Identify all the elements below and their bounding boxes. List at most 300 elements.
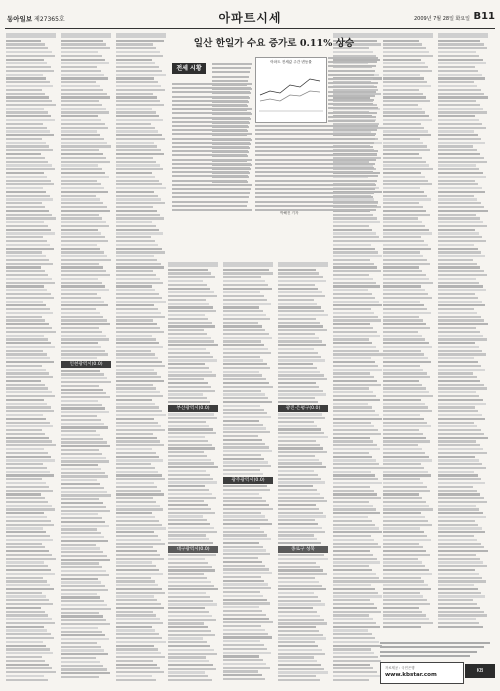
table-row bbox=[278, 440, 316, 442]
table-row bbox=[61, 423, 104, 425]
table-row bbox=[6, 463, 43, 465]
table-row bbox=[116, 452, 156, 454]
table-row bbox=[383, 493, 419, 495]
table-row bbox=[383, 142, 423, 144]
table-row bbox=[333, 274, 369, 276]
table-row bbox=[383, 611, 422, 613]
article-text-line bbox=[255, 171, 373, 173]
table-row bbox=[333, 433, 381, 435]
table-row bbox=[438, 119, 479, 121]
table-row bbox=[61, 407, 105, 409]
page-number: B11 bbox=[473, 11, 495, 22]
table-row bbox=[438, 251, 481, 253]
table-row bbox=[61, 285, 105, 287]
table-row bbox=[383, 384, 422, 386]
table-row bbox=[6, 74, 43, 76]
table-row bbox=[168, 611, 209, 613]
table-row bbox=[438, 183, 478, 185]
table-row bbox=[383, 539, 431, 541]
table-row bbox=[168, 534, 206, 536]
table-row bbox=[278, 374, 324, 376]
table-row bbox=[116, 531, 154, 533]
region-heading-band: 인천광역시(0.0) bbox=[61, 361, 111, 368]
article-text-line bbox=[255, 205, 377, 207]
table-row bbox=[223, 299, 267, 301]
table-row bbox=[6, 108, 44, 110]
table-row bbox=[61, 627, 98, 629]
table-row bbox=[61, 100, 99, 102]
table-row bbox=[6, 214, 52, 216]
table-row bbox=[383, 327, 430, 329]
table-row bbox=[168, 314, 205, 316]
table-row bbox=[223, 655, 259, 657]
table-row bbox=[278, 634, 323, 636]
table-row bbox=[278, 497, 324, 499]
table-row bbox=[61, 111, 109, 113]
table-row bbox=[438, 225, 487, 227]
article-text-line bbox=[255, 146, 373, 148]
table-row bbox=[6, 497, 45, 499]
table-row bbox=[438, 531, 485, 533]
table-row bbox=[61, 43, 106, 45]
article-text-line bbox=[172, 150, 248, 152]
table-row bbox=[61, 472, 105, 474]
table-row bbox=[61, 510, 110, 512]
table-row bbox=[61, 191, 108, 193]
table-row bbox=[278, 284, 315, 286]
table-row bbox=[116, 119, 163, 121]
table-row bbox=[168, 493, 212, 495]
table-row bbox=[438, 501, 487, 503]
table-row bbox=[383, 554, 430, 556]
article-text-line bbox=[328, 82, 378, 84]
table-row bbox=[61, 373, 104, 375]
table-row bbox=[333, 569, 372, 571]
table-row bbox=[438, 96, 488, 98]
table-row bbox=[223, 465, 271, 467]
table-row bbox=[383, 440, 430, 442]
table-row bbox=[6, 282, 55, 284]
table-row bbox=[116, 535, 158, 537]
table-row bbox=[438, 312, 477, 314]
table-row bbox=[333, 308, 371, 310]
table-row bbox=[438, 346, 479, 348]
table-row bbox=[6, 444, 56, 446]
table-row bbox=[438, 406, 475, 408]
table-row bbox=[278, 314, 328, 316]
table-row bbox=[333, 478, 378, 480]
table-row bbox=[333, 645, 382, 647]
table-row bbox=[383, 244, 428, 246]
table-row bbox=[438, 274, 487, 276]
table-row bbox=[168, 585, 214, 587]
table-row bbox=[6, 66, 51, 68]
article-text-line bbox=[172, 142, 250, 144]
table-row bbox=[383, 452, 425, 454]
table-row bbox=[116, 516, 155, 518]
table-row bbox=[223, 371, 259, 373]
table-row bbox=[383, 149, 430, 151]
table-row bbox=[333, 656, 378, 658]
table-row bbox=[438, 40, 480, 42]
table-row bbox=[438, 353, 486, 355]
table-row bbox=[278, 668, 324, 670]
table-row bbox=[6, 225, 48, 227]
table-row bbox=[278, 504, 316, 506]
article-text-line bbox=[255, 150, 378, 152]
table-row bbox=[6, 599, 49, 601]
region-heading-band: 광진·은평구(0.0) bbox=[278, 405, 328, 412]
table-row bbox=[223, 329, 265, 331]
table-row bbox=[116, 335, 152, 337]
table-row bbox=[116, 577, 151, 579]
table-row bbox=[278, 500, 327, 502]
table-row bbox=[61, 168, 102, 170]
table-row bbox=[168, 489, 209, 491]
article-text-line bbox=[172, 104, 247, 106]
table-row bbox=[333, 520, 372, 522]
table-row bbox=[278, 603, 325, 605]
table-row bbox=[116, 153, 164, 155]
table-row bbox=[61, 251, 104, 253]
table-row bbox=[333, 444, 377, 446]
article-text-line bbox=[212, 80, 248, 82]
table-row bbox=[278, 295, 325, 297]
table-row bbox=[116, 550, 157, 552]
table-row bbox=[6, 539, 53, 541]
table-row bbox=[61, 89, 103, 91]
table-row bbox=[6, 232, 55, 234]
table-row bbox=[168, 378, 204, 380]
table-row bbox=[116, 104, 164, 106]
table-row bbox=[383, 486, 427, 488]
table-row bbox=[61, 646, 101, 648]
table-row bbox=[223, 591, 260, 593]
table-row bbox=[333, 516, 368, 518]
table-row bbox=[383, 172, 421, 174]
table-row bbox=[438, 74, 482, 76]
table-row bbox=[61, 123, 105, 125]
article-label: 전세 시황 bbox=[172, 63, 206, 74]
table-row bbox=[116, 679, 156, 681]
table-row bbox=[333, 490, 374, 492]
table-row bbox=[61, 498, 99, 500]
table-row bbox=[383, 59, 421, 61]
table-row bbox=[61, 206, 107, 208]
table-row bbox=[278, 428, 321, 430]
article-text-line bbox=[172, 117, 250, 119]
table-row bbox=[6, 338, 48, 340]
table-row bbox=[223, 508, 273, 510]
table-row bbox=[383, 164, 429, 166]
table-row bbox=[168, 649, 214, 651]
table-row bbox=[333, 626, 380, 628]
table-row bbox=[333, 376, 374, 378]
table-row bbox=[438, 297, 478, 299]
table-header-row bbox=[6, 33, 56, 38]
table-row bbox=[61, 187, 104, 189]
table-row bbox=[116, 183, 162, 185]
article-text-line bbox=[172, 167, 250, 169]
table-row bbox=[6, 293, 51, 295]
table-row bbox=[223, 420, 259, 422]
table-row bbox=[278, 630, 319, 632]
table-row bbox=[383, 316, 419, 318]
table-row bbox=[116, 331, 164, 333]
table-row bbox=[333, 524, 375, 526]
table-row bbox=[116, 319, 153, 321]
region-heading-band: 부산광역시(0.0) bbox=[168, 405, 218, 412]
provider-website[interactable]: www.kbstar.com bbox=[385, 672, 437, 678]
table-row bbox=[438, 599, 473, 601]
table-row bbox=[438, 210, 488, 212]
header-rule bbox=[5, 28, 495, 29]
table-row bbox=[438, 145, 473, 147]
table-row bbox=[168, 519, 207, 521]
table-row bbox=[333, 440, 373, 442]
table-row bbox=[278, 523, 318, 525]
table-row bbox=[6, 40, 41, 42]
table-row bbox=[278, 390, 323, 392]
table-row bbox=[438, 516, 486, 518]
article-text-line bbox=[328, 120, 375, 122]
table-row bbox=[6, 520, 51, 522]
table-row bbox=[383, 43, 422, 45]
table-row bbox=[223, 640, 260, 642]
table-row bbox=[383, 391, 429, 393]
article-text-line bbox=[255, 175, 378, 177]
table-row bbox=[116, 100, 160, 102]
table-row bbox=[223, 409, 264, 411]
table-row bbox=[438, 100, 476, 102]
table-row bbox=[116, 350, 151, 352]
table-row bbox=[383, 293, 428, 295]
table-row bbox=[223, 427, 266, 429]
table-row bbox=[61, 115, 98, 117]
table-row bbox=[116, 85, 161, 87]
table-row bbox=[383, 592, 420, 594]
table-row bbox=[438, 138, 481, 140]
table-row bbox=[333, 342, 372, 344]
table-row bbox=[61, 415, 97, 417]
table-row bbox=[438, 55, 479, 57]
table-row bbox=[6, 611, 45, 613]
table-row bbox=[383, 425, 431, 427]
issue-number: 제27365호 bbox=[34, 16, 65, 23]
table-row bbox=[6, 656, 42, 658]
table-row bbox=[438, 244, 474, 246]
table-row bbox=[168, 596, 210, 598]
table-row bbox=[116, 667, 160, 669]
table-row bbox=[383, 55, 433, 57]
table-row bbox=[6, 168, 55, 170]
table-row bbox=[438, 440, 476, 442]
table-row bbox=[116, 198, 161, 200]
table-row bbox=[6, 493, 41, 495]
article-text-line bbox=[172, 138, 251, 140]
table-row bbox=[278, 340, 322, 342]
table-row bbox=[333, 584, 371, 586]
table-row bbox=[383, 187, 420, 189]
table-row bbox=[333, 633, 372, 635]
table-row bbox=[116, 251, 165, 253]
table-row bbox=[168, 527, 214, 529]
table-row bbox=[6, 319, 45, 321]
article-text-line bbox=[328, 61, 377, 63]
table-row bbox=[6, 395, 55, 397]
table-row bbox=[278, 637, 326, 639]
newspaper-brand: 동아일보 bbox=[7, 15, 33, 23]
table-row bbox=[61, 214, 99, 216]
table-row bbox=[383, 573, 432, 575]
table-row bbox=[438, 418, 485, 420]
table-row bbox=[278, 276, 323, 278]
article-text-line bbox=[212, 63, 252, 65]
table-row bbox=[6, 478, 42, 480]
table-row bbox=[116, 497, 153, 499]
table-row bbox=[6, 501, 48, 503]
table-row bbox=[116, 323, 157, 325]
table-row bbox=[116, 592, 165, 594]
table-row bbox=[61, 304, 108, 306]
table-row bbox=[6, 323, 49, 325]
table-row bbox=[6, 134, 54, 136]
table-row bbox=[116, 263, 161, 265]
table-row bbox=[438, 603, 477, 605]
table-row bbox=[61, 441, 107, 443]
table-row bbox=[6, 62, 47, 64]
table-row bbox=[116, 607, 164, 609]
table-row bbox=[6, 561, 44, 563]
table-row bbox=[168, 303, 209, 305]
table-row bbox=[383, 285, 421, 287]
table-row bbox=[6, 387, 48, 389]
table-row bbox=[6, 357, 50, 359]
table-row bbox=[116, 554, 160, 556]
table-row bbox=[61, 327, 99, 329]
table-row bbox=[223, 393, 265, 395]
table-row bbox=[333, 312, 374, 314]
article-text-line bbox=[172, 91, 250, 93]
table-row bbox=[383, 251, 420, 253]
table-column bbox=[438, 33, 488, 629]
table-row bbox=[6, 59, 44, 61]
table-row bbox=[6, 618, 52, 620]
table-row bbox=[223, 674, 262, 676]
table-row bbox=[383, 595, 423, 597]
table-row bbox=[438, 304, 485, 306]
table-row bbox=[383, 115, 429, 117]
table-row bbox=[168, 444, 212, 446]
table-row bbox=[223, 446, 269, 448]
table-row bbox=[116, 414, 166, 416]
table-row bbox=[438, 372, 473, 374]
table-row bbox=[438, 524, 478, 526]
table-row bbox=[333, 637, 375, 639]
table-row bbox=[223, 519, 268, 521]
table-row bbox=[61, 547, 100, 549]
table-row bbox=[223, 618, 269, 620]
table-row bbox=[223, 340, 261, 342]
table-row bbox=[6, 410, 54, 412]
table-row bbox=[61, 653, 108, 655]
article-headline: 일산 한일가 수요 증가로 0.11% 상승 bbox=[193, 38, 355, 49]
table-row bbox=[333, 573, 376, 575]
table-row bbox=[278, 481, 325, 483]
table-row bbox=[6, 508, 55, 510]
table-row bbox=[168, 630, 211, 632]
table-row bbox=[383, 626, 421, 628]
table-row bbox=[116, 51, 160, 53]
table-row bbox=[278, 649, 322, 651]
table-row bbox=[278, 348, 314, 350]
table-row bbox=[116, 316, 165, 318]
table-row bbox=[333, 380, 377, 382]
table-row bbox=[333, 335, 380, 337]
table-row bbox=[61, 521, 105, 523]
table-row bbox=[223, 568, 269, 570]
table-row bbox=[333, 353, 383, 355]
table-row bbox=[61, 40, 103, 42]
article-text-line bbox=[172, 108, 252, 110]
table-row bbox=[6, 251, 42, 253]
table-row bbox=[168, 562, 208, 564]
table-row bbox=[438, 508, 479, 510]
table-row bbox=[438, 584, 474, 586]
table-row bbox=[438, 561, 483, 563]
table-row bbox=[278, 581, 319, 583]
table-row bbox=[61, 62, 109, 64]
table-row bbox=[333, 501, 369, 503]
table-row bbox=[278, 280, 326, 282]
article-text-line bbox=[328, 57, 378, 59]
table-row bbox=[223, 659, 263, 661]
table-row bbox=[6, 652, 53, 654]
article-text-line bbox=[172, 209, 252, 211]
table-row bbox=[278, 386, 319, 388]
table-row bbox=[116, 433, 153, 435]
table-row bbox=[116, 172, 152, 174]
table-row bbox=[168, 272, 211, 274]
table-row bbox=[6, 85, 53, 87]
table-row bbox=[116, 561, 152, 563]
table-row bbox=[223, 625, 261, 627]
table-row bbox=[6, 89, 42, 91]
table-row bbox=[61, 434, 100, 436]
table-row bbox=[6, 512, 44, 514]
table-row bbox=[116, 444, 164, 446]
table-row bbox=[116, 652, 161, 654]
table-row bbox=[61, 566, 102, 568]
table-row bbox=[116, 187, 166, 189]
table-row bbox=[383, 248, 431, 250]
table-row bbox=[333, 395, 376, 397]
table-row bbox=[116, 429, 165, 431]
table-row bbox=[61, 642, 97, 644]
provider-line: 자료제공 : 국민은행 bbox=[385, 666, 415, 670]
table-row bbox=[333, 357, 371, 359]
table-row bbox=[168, 306, 213, 308]
table-row bbox=[6, 285, 44, 287]
table-row bbox=[6, 43, 45, 45]
table-row bbox=[116, 543, 165, 545]
table-row bbox=[61, 198, 100, 200]
table-row bbox=[116, 603, 161, 605]
table-row bbox=[278, 269, 316, 271]
table-row bbox=[383, 414, 420, 416]
table-row bbox=[116, 77, 154, 79]
table-row bbox=[61, 661, 100, 663]
